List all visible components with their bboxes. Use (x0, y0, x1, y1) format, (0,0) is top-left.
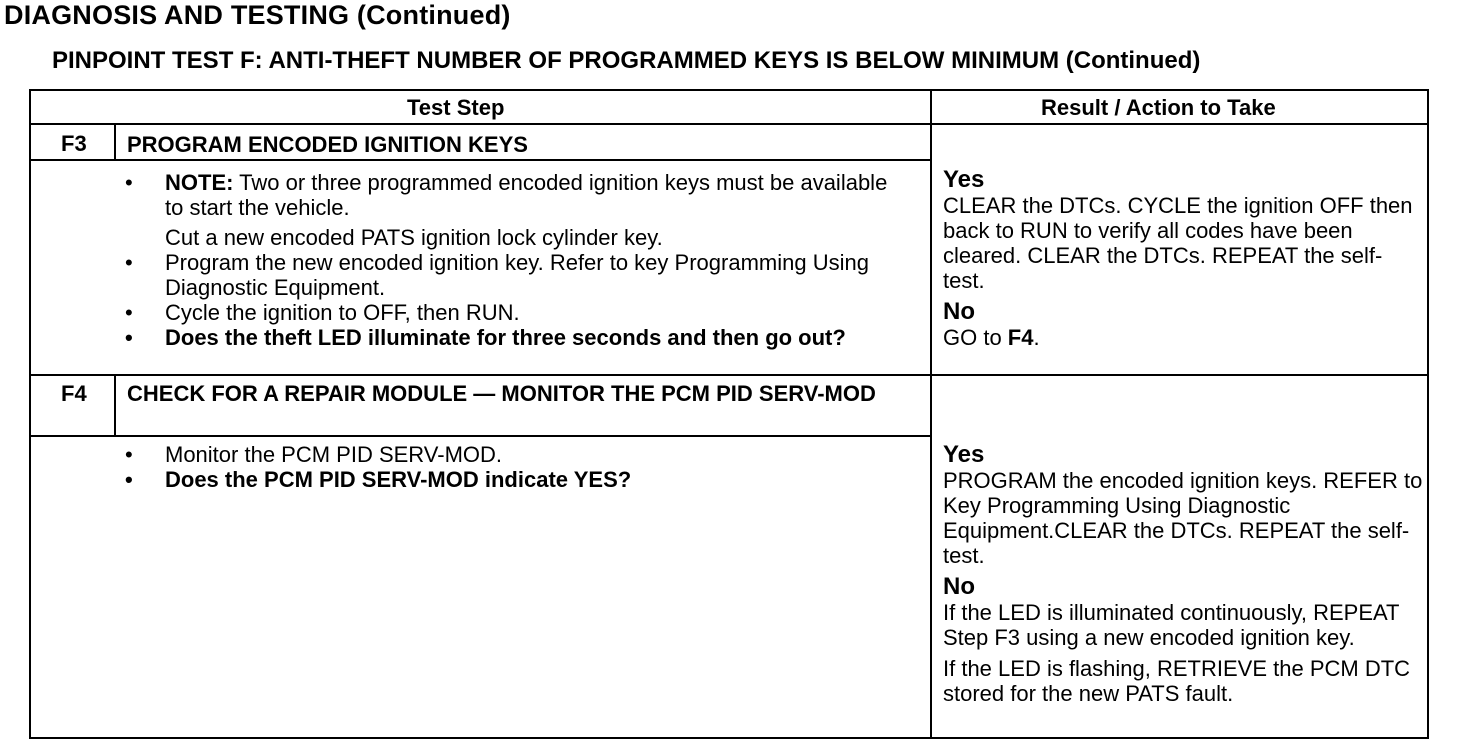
bullet-icon: • (125, 300, 133, 325)
note-label: NOTE: (165, 170, 234, 195)
bullet-text: Cycle the ignition to OFF, then RUN. (165, 300, 520, 325)
pinpoint-test-title: PINPOINT TEST F: ANTI-THEFT NUMBER OF PROGRAMMED KEYS IS BELOW MINIMUM (Continued) (52, 47, 1201, 74)
list-item (123, 442, 903, 467)
no-action-continuous: If the LED is illuminated continuously, REPEAT Step F3 using a new encoded ignition key. (943, 600, 1400, 650)
note-text: Two or three programmed encoded ignition keys must be available to start the vehicle. (165, 170, 888, 220)
f3-title-divider (31, 159, 930, 161)
no-action (943, 325, 1423, 350)
yes-label: Yes (943, 441, 985, 468)
yes-action: PROGRAM the encoded ignition keys. REFER to Key Programming Using Diagnostic Equipment.CLEAR the DTCs. REPEAT the self-test. (943, 468, 1423, 568)
f4-result (943, 442, 1423, 706)
pinpoint-test-table (29, 89, 1429, 739)
no-label: No (943, 573, 975, 600)
yes-label: Yes (943, 166, 985, 193)
bullet-question: Does the PCM PID SERV-MOD indicate YES? (165, 467, 632, 492)
list-item (123, 325, 903, 350)
yes-action: CLEAR the DTCs. CYCLE the ignition OFF then back to RUN to verify all codes have been cleared. CLEAR the DTCs. REPEAT the self-test. (943, 193, 1413, 293)
f4-title-divider (31, 435, 930, 437)
list-item (123, 170, 903, 220)
bullet-text: Monitor the PCM PID SERV-MOD. (165, 442, 503, 467)
header-row-divider (31, 123, 1427, 125)
no-action-suffix: . (1033, 325, 1040, 350)
page-title: DIAGNOSIS AND TESTING (Continued) (4, 0, 511, 30)
test-step-header: Test Step (407, 95, 505, 120)
list-item (123, 250, 903, 300)
f3-id-divider (114, 123, 116, 160)
no-label: No (943, 298, 975, 325)
column-divider (930, 91, 932, 737)
step-divider (31, 374, 1427, 376)
bullet-icon: • (125, 170, 133, 195)
bullet-icon: • (125, 250, 133, 275)
list-item (123, 300, 903, 325)
f4-instructions (123, 442, 903, 492)
no-action-prefix: GO to (943, 325, 1008, 350)
no-action-flashing: If the LED is flashing, RETRIEVE the PCM DTC stored for the new PATS fault. (943, 656, 1411, 706)
f3-result (943, 167, 1423, 350)
bullet-question: Does the theft LED illuminate for three seconds and then go out? (165, 325, 846, 350)
bullet-icon: • (125, 325, 133, 350)
bullet-icon: • (125, 467, 133, 492)
goto-step-link: F4 (1007, 325, 1034, 350)
step-id-f4: F4 (61, 381, 87, 406)
f4-id-divider (114, 374, 116, 436)
bullet-icon: • (125, 442, 133, 467)
result-action-header: Result / Action to Take (1041, 95, 1276, 120)
step-title-f3: PROGRAM ENCODED IGNITION KEYS (127, 132, 528, 157)
list-item (123, 467, 903, 492)
bullet-text: Program the new encoded ignition key. Refer to key Programming Using Diagnostic Equipment. (165, 250, 869, 300)
step-id-f3: F3 (61, 131, 87, 156)
list-item: Cut a new encoded PATS ignition lock cylinder key. (165, 225, 663, 250)
f3-instructions (123, 170, 903, 350)
step-title-f4: CHECK FOR A REPAIR MODULE — MONITOR THE PCM PID SERV-MOD (127, 381, 876, 406)
